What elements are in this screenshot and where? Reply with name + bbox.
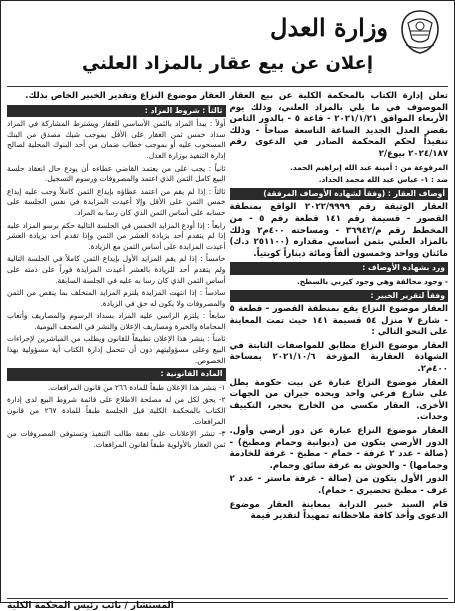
announcement-title: إعلان عن بيع عقار بالمزاد العلني	[81, 53, 374, 74]
expert-paragraph: قام السيد خبير الدراية بمعاينة العقار موضوع الدعوى وأخذ كافة ملاحظاته تمهيداً لتقدير قيمة	[229, 499, 448, 522]
ministry-name: وزارة العدل	[270, 13, 388, 42]
term-item: سابعاً : يلتزم الراسي عليه المزاد بسداد الرسوم والمصاريف وأتعاب المحاماة والخبرة ومصاريف الإعلان والنشر في الصحف اليومية.	[7, 311, 226, 331]
signature: المستشار / نائب رئيس المحكمة الكلية	[7, 601, 174, 611]
header	[7, 5, 448, 87]
content-columns	[7, 91, 448, 598]
term-item: سادساً : إذا انتهت المزايدة يلتزم المزايد المتخلف بما ينقص من الثمن والمصروفات ولا يكون له حق في الزيادة.	[7, 288, 226, 308]
expert-paragraph: العقار موضوع النزاع عبارة عن بيت حكومة يطل على شارع فرعي واحد ويحده جيران من الجهات الأخرى. العقار مكسي من الخارج بحجر، التكييف وحدات.	[229, 377, 448, 423]
law-item: ٣- تنشر الإعلانات على نفقة طالب التنفيذ وتستوفى المصروفات من ثمن العقار بالأولوية طبقاً لقانون المرافعات.	[7, 429, 226, 449]
expert-paragraph: العقار موضوع النزاع يقع بمنطقة القصور - قطعة ٥ - شارع ٧ منزل ٥٤ قسيمة ١٤١ حيث تمت المعاينة على النحو التالي :	[229, 304, 448, 338]
expert-paragraph: الدور الأول يتكون من (صالة - غرفة ماستر - عدد ٢ غرف - مطبخ تحضيري - حمام).	[229, 474, 448, 496]
term-item: ثالثاً : إذا لم يقم من اعتمد عطاؤه بإيداع الثمن كاملاً وجب عليه إيداع خمس الثمن على الأقل وإلا أعيدت المزايدة في نفس الجلسة على حسابه على أساس الثمن الذي كان رسا به المزاد.	[7, 186, 226, 217]
left-intro: العقار موضوع النزاع وتقدير الخبير الخاص بذلك.	[25, 91, 226, 101]
section-laws: المادة القانونية :	[7, 368, 226, 381]
certificate-note: - وجود مخالفة وهي وجود كيربي بالسطح.	[297, 276, 448, 286]
left-column	[7, 91, 226, 598]
expert-paragraph: العقار موضوع النزاع مطابق للمواصفات الثابتة في الشهادة العقارية المؤرخة ٢٠٢١/١٠/٦ بمساحة ٤٠٠م٢.	[229, 340, 448, 375]
law-item: ٢- يحق لكل من له مصلحة الاطلاع على قائمة شروط البيع لدى إدارة الكتاب بالمحكمة الكلية قبل الجلسة طبقاً للمادة ٢٦٧ من قانون المرافعات.	[7, 395, 226, 426]
term-item: خامساً : إذا لم يقم المزايد الأول بإيداع الثمن كاملاً في الجلسة التالية ولم يتقدم أحد للزيادة بالعشر أعيدت المزايدة فوراً على ذمته على أساس الثمن الذي كان رسا به عليه في الجلسة السابقة.	[7, 254, 226, 285]
intro-text: تعلن إدارة الكتاب بالمحكمة الكلية عن بيع العقار الموصوف في ما يلي بالمزاد العلني، وذلك يوم الأربعاء الموافق ٢٠٢١/١/٢١ - قاعة ٥ - بالدور الثامن بقصر العدل الجديد الساعة التاسعة صباحاً - وذلك تنفيذاً لحكم المحكمة الصادر في الدعوى رقم ٢٠٢٤/١٨٧ بيوع/٢	[229, 91, 448, 159]
term-item: رابعاً : إذا أودع المزايد الخمس في الجلسة التالية حكم برسو المزاد عليه إذا لم يتقدم أحد بزيادة العشر من الثمن وإذا تقدم أحد بزيادة العشر أعيدت المزايدة على أساس الثمن مع الزيادة.	[7, 220, 226, 251]
plaintiff: المرفوعة من : أمينة عبد الله إبراهيم الحمد.	[290, 162, 448, 172]
law-item: ١- ينشر هذا الإعلان طبقاً للمادة ٢٦٦ من قانون المرافعات.	[47, 382, 226, 392]
property-description: العقار الوثيقة رقم ٢٠٢٢/٩٩٩٩ الواقع بمنطقة القصور - قسيمة رقم ١٤١ قطعة رقم ٥ - من المخطط رقم م/٣٦٩٤٢ - ومساحته ٤٠٠م٢ وذلك بالمزاد العلني بثمن أساسي مقداره (٢٥١١٠٠ د.ك) مائتان وواحد وخمسون ألفاً ومائة ديناراً كويتياً.	[229, 202, 448, 259]
kuwait-emblem-icon	[398, 9, 442, 55]
section-certificate-notes: ورد بشهادة الأوصاف :	[230, 262, 449, 275]
section-expert: وفقاً لتقرير الخبير :	[230, 290, 449, 303]
term-item: أولاً : يبدأ المزاد بالثمن الأساسي للعقار ويشترط المشاركة في المزاد سداد خمس ثمن العقار على الأقل بموجب شيك مصدق من البنك المسحوب عليه أو بموجب خطاب ضمان من أحد البنوك المحلية لصالح إدارة التنفيذ بوزارة العدل.	[7, 119, 226, 160]
expert-paragraph: العقار موضوع النزاع عبارة عن دور أرضي وأول. الدور الأرضي يتكون من (ديوانية وحمام ومطبخ) - (صالة - عدد ٢ غرفة - حمام - مطبخ - غرفة للخادمة وحمامها) - والحوش به غرفة سائق وحمام.	[229, 426, 449, 471]
term-item: ثانياً : يجب على من يعتمد القاضي عطاءه أن يودع حال انعقاد جلسة البيع كامل الثمن الذي اعتمد والمصروفات ورسوم التسجيل.	[7, 163, 226, 184]
defendant: ضد : ١- عباس عبد الله محمد الحداد.	[318, 175, 448, 185]
section-terms: ثالثاً : شروط المزاد :	[7, 105, 226, 118]
footer	[7, 598, 448, 611]
term-item: ثامناً : ينشر هذا الإعلان تطبيقاً للقانون ويطلب من المباشرين لإجراءات البيع وعلى مسؤوليتهم دون أن تتحمل إدارة الكتاب أية مسؤولية بهذا الخصوص.	[7, 334, 226, 365]
section-description: أوصاف العقار : (وفقاً لشهادة الأوصاف المرفقة)	[230, 188, 449, 201]
right-column	[230, 91, 449, 598]
